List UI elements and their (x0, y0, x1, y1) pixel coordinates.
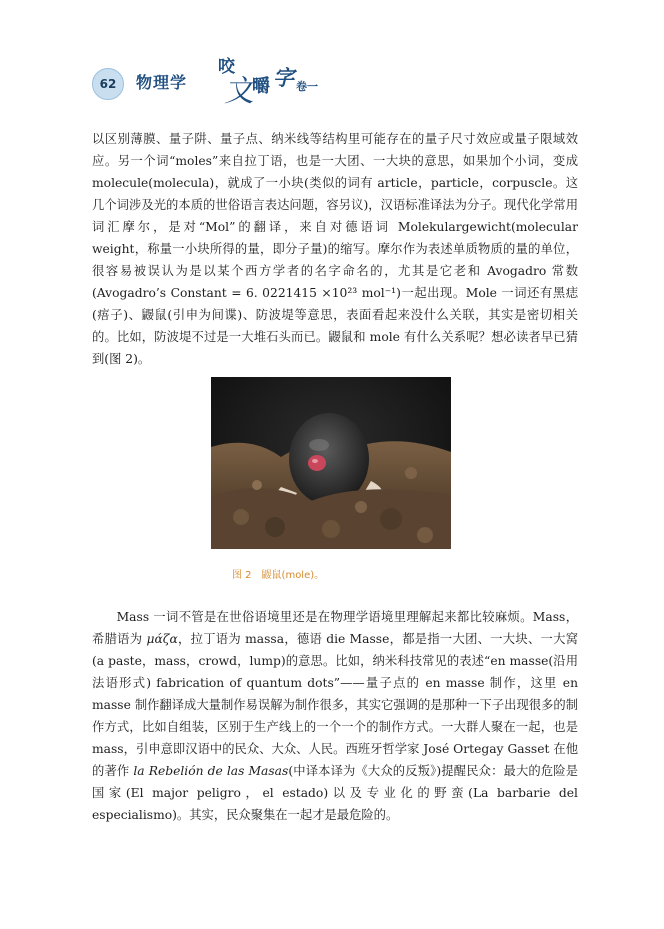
series-title: 物理学 (136, 73, 188, 92)
book-title: la Rebelión de las Masas (133, 764, 289, 778)
page-number-badge: 62 (92, 68, 124, 100)
figure-label: 图 2 (232, 570, 252, 581)
mole-illustration (211, 377, 451, 549)
paragraph-2 (92, 606, 578, 826)
greek-word: μάζα (146, 632, 178, 646)
page-header (92, 52, 412, 109)
paragraph-2-part-1: Mass 一词不管是在世俗语境里还是在物理学语境里理解起来都比较麻烦。Mass，希腊语为 (92, 610, 578, 646)
paragraph-1: 以区别薄膜、量子阱、量子点、纳米线等结构里可能存在的量子尺寸效应或量子限域效应。另一个词“moles”来自拉丁语，也是一大团、一大块的意思，如果加个小词，变成 molecule(molecula)，就成了一小块(类似的词有 article，particle，corpuscle。这几个词涉及光的本质的世俗语言表达问题，容另议)，汉语标准译法为分子。现代化学常用词汇摩尔，是对“Mol”的翻译，来自对德语词 Molekulargewicht(molecular weight，称量一小块所得的量，即分子量)的缩写。摩尔作为表述单质物质的量的单位，很容易被误认为是以某个西方学者的名字命名的，尤其是它老和 Avogadro 常数(Avogadro’s Constant = 6. 0221415 ×10²³ mol⁻¹)一起出现。Mole 一词还有黑痣(痦子)、鼹鼠(引申为间谍)、防波堤等意思，表面看起来没什么关联，其实是密切相关的。比如，防波堤不过是一大堆石头而已。鼹鼠和 mole 有什么关系呢？想必读者早已猜到(图 2)。 (92, 132, 578, 366)
mole-photo (211, 377, 451, 549)
paragraph-2-part-2: ，拉丁语为 massa，德语 die Masse，都是指一大团、一大块、一大窝(a paste，mass，crowd，lump)的意思。比如，纳米科技常见的表述“en masse(沿用法语形式) fabrication of quantum dots”——量子点的 en masse 制作，这里 en masse 制作翻译成大量制作易误解为制作很多，其实它强调的是那种一下子出现很多的制作方式，比如自组装，区别于生产线上的一个一个的制作方式。一大群人聚在一起，也是 mass，引申意即汉语中的民众、大众、人民。西班牙哲学家 José Ortegay Gasset 在他的著作 (92, 632, 578, 778)
paragraph-2-part-3: (中译本译为《大众的反叛》)提醒民众：最大的危险是国家(El major peligro，el estado)以及专业化的野蛮(La barbarie del especialismo)。其实，民众聚集在一起才是最危险的。 (92, 764, 579, 822)
book-logo: 咬 文 嚼 字 卷一 (218, 57, 318, 109)
figure-caption-text: 鼹鼠(mole)。 (261, 570, 325, 581)
figure-caption (232, 566, 452, 581)
